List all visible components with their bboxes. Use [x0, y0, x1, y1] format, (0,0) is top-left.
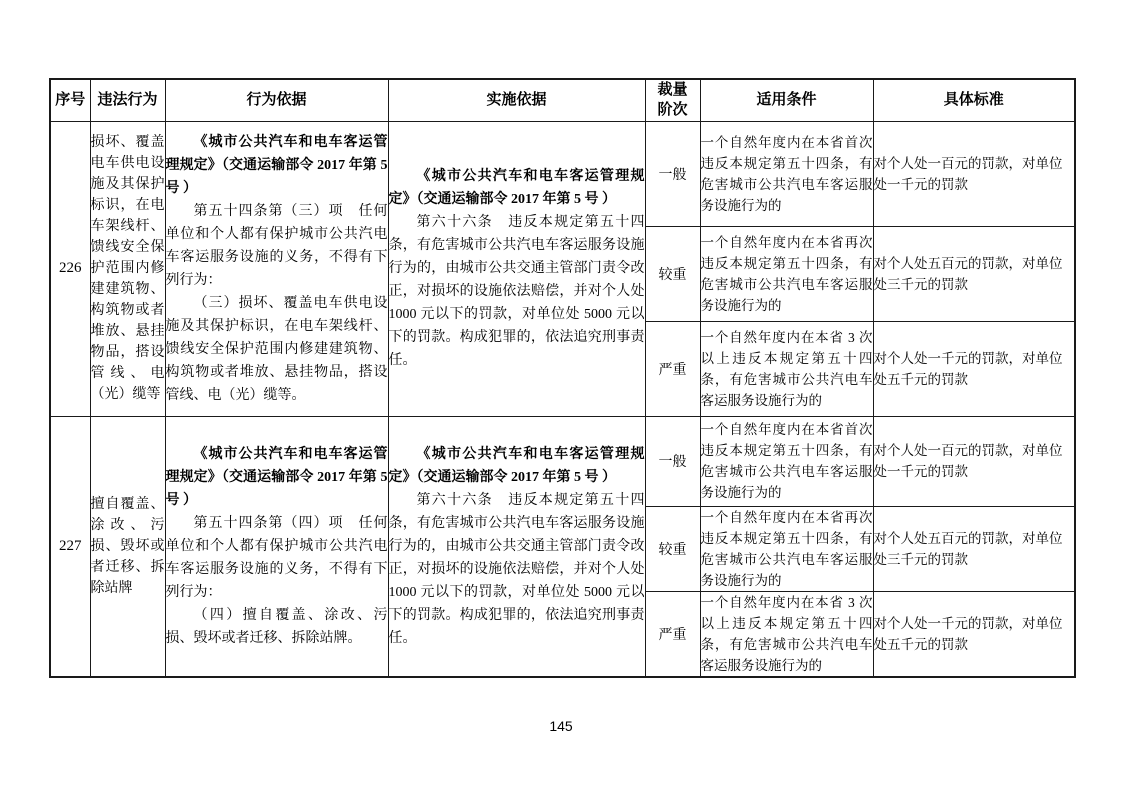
page-number: 145	[549, 718, 573, 734]
basis-paragraph: （三）损坏、覆盖电车供电设施及其保护标识，在电车架线杆、馈线安全保护范围内修建建筑物、构筑物或者堆放、悬挂物品，搭设管线、电（光）缆等。	[165, 295, 388, 403]
col-header-implementation-basis: 实施依据	[388, 79, 645, 121]
col-header-standards: 具体标准	[873, 79, 1075, 121]
condition-cell: 一个自然年度内在本省 3 次以上违反本规定第五十四条，有危害城市公共汽电车客运服务设施行为的	[700, 591, 873, 677]
violation-cell: 损坏、覆盖电车供电设施及其保护标识，在电车架线杆、馈线安全保护范围内修建建筑物、构筑物或者堆放、悬挂物品，搭设管线、电（光）缆等	[90, 121, 165, 416]
table-row	[50, 416, 1075, 506]
standard-cell: 对个人处一千元的罚款，对单位处五千元的罚款	[873, 321, 1075, 416]
standard-cell: 对个人处一千元的罚款，对单位处五千元的罚款	[873, 591, 1075, 677]
behavior-basis-cell	[165, 121, 388, 416]
col-header-behavior-basis: 行为依据	[165, 79, 388, 121]
condition-cell: 一个自然年度内在本省再次违反本规定第五十四条，有危害城市公共汽电车客运服务设施行为的	[700, 226, 873, 321]
condition-cell: 一个自然年度内在本省再次违反本规定第五十四条，有危害城市公共汽电车客运服务设施行为的	[700, 506, 873, 591]
col-header-serial: 序号	[50, 79, 90, 121]
standard-cell: 对个人处一百元的罚款，对单位处一千元的罚款	[873, 121, 1075, 226]
basis-title: 《城市公共汽车和电车客运管理规定》（交通运输部令 2017 年第 5 号 ）	[165, 446, 388, 508]
col-header-discretion-tier-label: 裁量阶次	[657, 82, 688, 119]
basis-title: 《城市公共汽车和电车客运管理规定》（交通运输部令 2017 年第 5 号 ）	[388, 446, 645, 485]
table-header-row	[50, 79, 1075, 121]
tier-level-cell: 一般	[645, 416, 700, 506]
basis-title: 《城市公共汽车和电车客运管理规定》（交通运输部令 2017 年第 5 号 ）	[388, 169, 645, 207]
basis-paragraph: 第六十六条 违反本规定第五十四条，有危害城市公共汽电车客运服务设施行为的，由城市公共交通主管部门责令改正，对损坏的设施依法赔偿，并对个人处 1000 元以下的罚款，对单位处 5000 元以下的罚款。构成犯罪的，依法追究刑事责任。	[388, 215, 645, 368]
basis-paragraph: 第六十六条 违反本规定第五十四条，有危害城市公共汽电车客运服务设施行为的，由城市公共交通主管部门责令改正，对损坏的设施依法赔偿，并对个人处 1000 元以下的罚款，对单位处 5000 元以下的罚款。构成犯罪的，依法追究刑事责任。	[388, 492, 645, 646]
tier-level-cell: 一般	[645, 121, 700, 226]
standard-cell: 对个人处一百元的罚款，对单位处一千元的罚款	[873, 416, 1075, 506]
violation-cell: 擅自覆盖、涂改、污损、毁坏或者迁移、拆除站牌	[90, 416, 165, 677]
serial-cell: 226	[50, 121, 90, 416]
col-header-conditions: 适用条件	[700, 79, 873, 121]
col-header-violation: 违法行为	[90, 79, 165, 121]
basis-title: 《城市公共汽车和电车客运管理规定》（交通运输部令 2017 年第 5 号 ）	[165, 134, 388, 196]
basis-paragraph: （四）擅自覆盖、涂改、污损、毁坏或者迁移、拆除站牌。	[165, 607, 388, 646]
standard-cell: 对个人处五百元的罚款，对单位处三千元的罚款	[873, 226, 1075, 321]
serial-cell: 227	[50, 416, 90, 677]
basis-paragraph: 第五十四条第（三）项 任何单位和个人都有保护城市公共汽电车客运服务设施的义务，不得有下列行为：	[165, 203, 388, 288]
tier-level-cell: 严重	[645, 591, 700, 677]
basis-paragraph: 第五十四条第（四）项 任何单位和个人都有保护城市公共汽电车客运服务设施的义务，不得有下列行为：	[165, 515, 388, 600]
standard-cell: 对个人处五百元的罚款，对单位处三千元的罚款	[873, 506, 1075, 591]
tier-level-cell: 较重	[645, 506, 700, 591]
condition-cell: 一个自然年度内在本省首次违反本规定第五十四条，有危害城市公共汽电车客运服务设施行为的	[700, 121, 873, 226]
tier-level-cell: 较重	[645, 226, 700, 321]
condition-cell: 一个自然年度内在本省首次违反本规定第五十四条，有危害城市公共汽电车客运服务设施行为的	[700, 416, 873, 506]
behavior-basis-cell	[165, 416, 388, 677]
tier-level-cell: 严重	[645, 321, 700, 416]
implementation-basis-cell	[388, 416, 645, 677]
implementation-basis-cell	[388, 121, 645, 416]
condition-cell: 一个自然年度内在本省 3 次以上违反本规定第五十四条，有危害城市公共汽电车客运服务设施行为的	[700, 321, 873, 416]
col-header-discretion-tier	[645, 79, 700, 121]
table-row	[50, 121, 1075, 226]
penalty-discretion-table	[49, 78, 1076, 678]
